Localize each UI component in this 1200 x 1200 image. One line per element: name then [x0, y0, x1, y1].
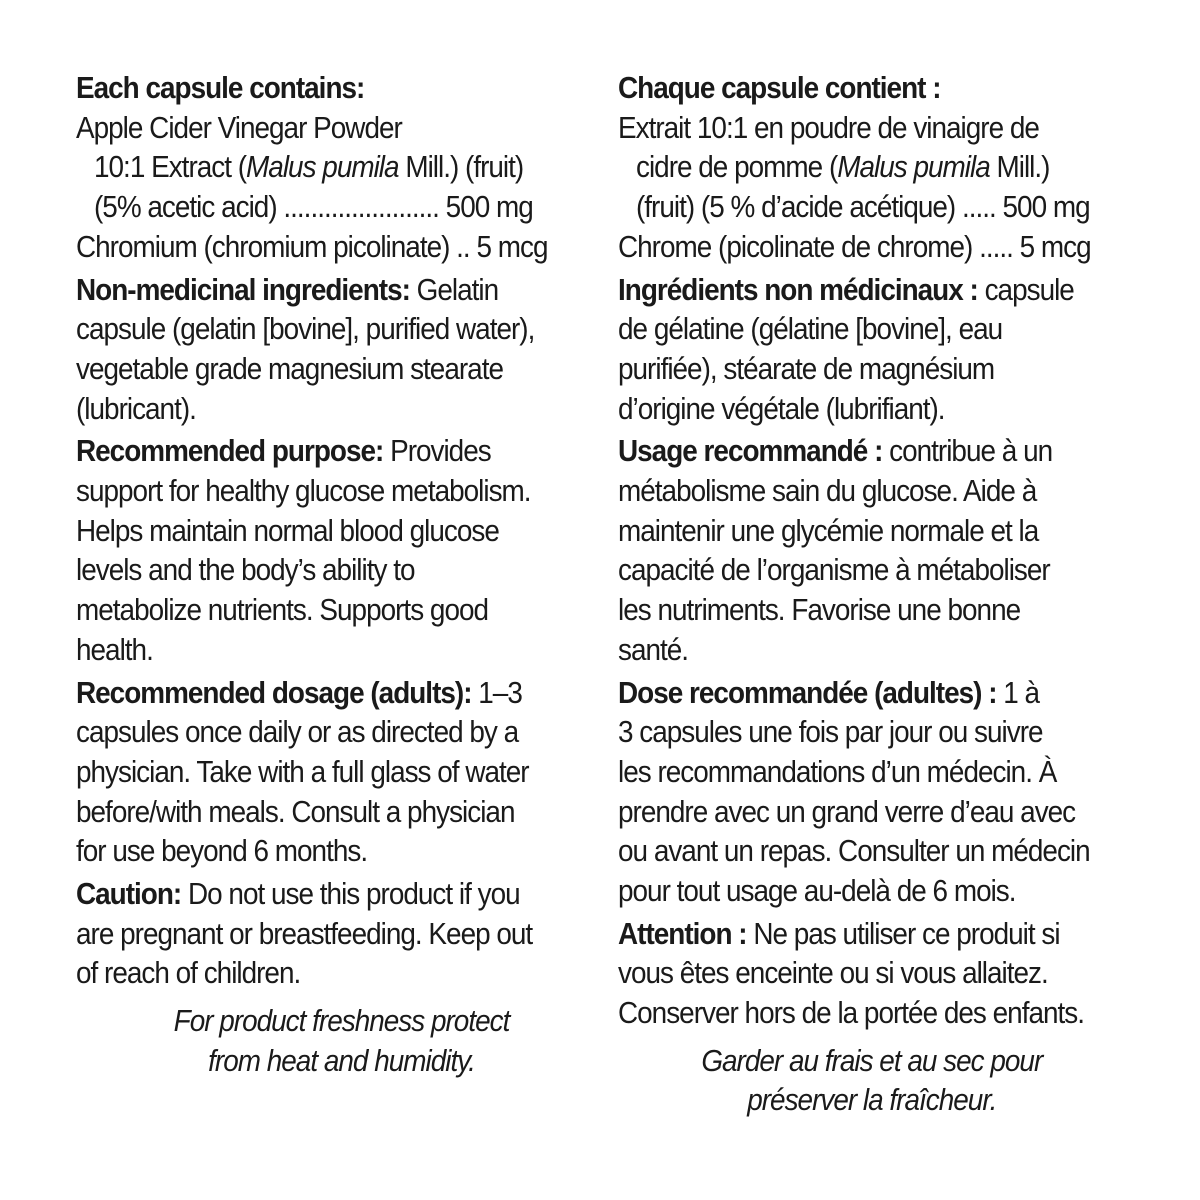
en-purpose-line: health. — [76, 631, 153, 667]
fr-dosage-line: prendre avec un grand verre d’eau avec — [618, 793, 1076, 829]
fr-caution-line: Conserver hors de la portée des enfants. — [618, 995, 1085, 1031]
fr-contains-line: (fruit) (5 % d’acide acétique) ..... 500 mg — [636, 189, 1090, 225]
en-storage-note-line: For product freshness protect — [173, 1003, 510, 1039]
fr-storage-note — [620, 1041, 1124, 1120]
en-nonmedicinal-line — [76, 270, 584, 310]
fr-storage-note-line: Garder au frais et au sec pour — [701, 1042, 1043, 1078]
en-purpose-line: support for healthy glucose metabolism. — [76, 473, 531, 509]
en-dosage-line: before/with meals. Consult a physician — [76, 793, 515, 829]
fr-contains-line: Chrome (picolinate de chrome) ..... 5 mcg — [618, 228, 1091, 264]
en-dosage-line — [76, 673, 584, 713]
en-dosage-line: physician. Take with a full glass of water — [76, 753, 529, 789]
en-caution-line: of reach of children. — [76, 955, 301, 991]
fr-purpose-label: Usage recommandé : — [618, 433, 883, 469]
fr-purpose-line: métabolisme sain du glucose. Aide à — [618, 473, 1037, 509]
en-purpose-line: Helps maintain normal blood glucose — [76, 512, 499, 548]
en-contains-heading: Each capsule contains: — [76, 70, 365, 105]
fr-contains-line: Extrait 10:1 en poudre de vinaigre de — [618, 109, 1039, 145]
fr-dosage-line: ou avant un repas. Consulter un médecin — [618, 833, 1090, 869]
fr-dosage-section — [618, 673, 1133, 911]
en-dosage-section — [76, 673, 584, 872]
fr-nonmedicinal-line — [618, 270, 1133, 310]
en-dosage-label: Recommended dosage (adults): — [76, 674, 472, 710]
fr-purpose-section — [618, 431, 1133, 669]
en-nonmedicinal-section — [76, 270, 584, 429]
fr-purpose-line — [618, 431, 1133, 471]
en-nonmedicinal-label: Non-medicinal ingredients: — [76, 271, 410, 307]
fr-dosage-line: pour tout usage au-delà de 6 mois. — [618, 873, 1016, 909]
fr-nonmedicinal-text: capsule — [977, 271, 1074, 307]
fr-purpose-line: capacité de l’organisme à métaboliser — [618, 552, 1050, 588]
en-purpose-section — [76, 431, 584, 669]
en-nonmedicinal-line: (lubricant). — [76, 390, 196, 426]
fr-extract-text-end: Mill.) — [989, 149, 1050, 185]
fr-dosage-line: les recommandations d’un médecin. À — [618, 753, 1057, 789]
en-purpose-label: Recommended purpose: — [76, 433, 384, 469]
fr-caution-line: vous êtes enceinte ou si vous allaitez. — [618, 955, 1048, 991]
french-column — [618, 68, 1133, 1120]
fr-caution-text: Ne pas utiliser ce produit si — [746, 915, 1060, 951]
en-contains-line: Chromium (chromium picolinate) .. 5 mcg — [76, 228, 548, 264]
fr-caution-label: Attention : — [618, 915, 747, 951]
fr-dosage-line — [618, 673, 1133, 713]
fr-contains-section — [618, 68, 1133, 267]
fr-nonmedicinal-label: Ingrédients non médicinaux : — [618, 271, 978, 307]
en-contains-line — [76, 147, 584, 187]
en-caution-section — [76, 874, 584, 993]
fr-storage-note-line: préserver la fraîcheur. — [747, 1082, 997, 1118]
en-dosage-line: capsules once daily or as directed by a — [76, 714, 519, 750]
fr-dosage-line: 3 capsules une fois par jour ou suivre — [618, 714, 1043, 750]
en-storage-note-line: from heat and humidity. — [208, 1042, 475, 1078]
en-contains-line: Apple Cider Vinegar Powder — [76, 109, 402, 145]
fr-contains-line — [618, 147, 1133, 187]
fr-caution-line — [618, 914, 1133, 954]
en-caution-label: Caution: — [76, 876, 182, 912]
en-extract-text-end: Mill.) (fruit) — [398, 149, 524, 185]
en-purpose-line: levels and the body’s ability to — [76, 552, 415, 588]
en-contains-section — [76, 68, 584, 267]
fr-nonmedicinal-line: d’origine végétale (lubrifiant). — [618, 390, 945, 426]
en-purpose-text: Provides — [383, 433, 491, 469]
fr-nonmedicinal-section — [618, 270, 1133, 429]
fr-dosage-label: Dose recommandée (adultes) : — [618, 674, 997, 710]
fr-extract-text: cidre de pomme ( — [636, 149, 838, 185]
en-nonmedicinal-text: Gelatin — [409, 271, 499, 307]
fr-purpose-line: maintenir une glycémie normale et la — [618, 512, 1039, 548]
fr-nonmedicinal-line: de gélatine (gélatine [bovine], eau — [618, 311, 1003, 347]
fr-latin-name: Malus pumila — [837, 149, 990, 185]
en-purpose-line: metabolize nutrients. Supports good — [76, 592, 489, 628]
fr-contains-heading: Chaque capsule contient : — [618, 70, 941, 105]
en-contains-line: (5% acetic acid) ....................... 500 mg — [94, 189, 533, 225]
en-caution-text: Do not use this product if you — [181, 876, 520, 912]
en-latin-name: Malus pumila — [246, 149, 399, 185]
fr-purpose-text: contribue à un — [882, 433, 1053, 469]
fr-purpose-line: les nutriments. Favorise une bonne — [618, 592, 1021, 628]
en-purpose-line — [76, 431, 584, 471]
fr-caution-section — [618, 914, 1133, 1033]
en-storage-note — [121, 1001, 562, 1080]
en-dosage-text: 1–3 — [471, 674, 522, 710]
en-extract-text: 10:1 Extract ( — [94, 149, 247, 185]
fr-nonmedicinal-line: purifiée), stéarate de magnésium — [618, 350, 995, 386]
en-dosage-line: for use beyond 6 months. — [76, 833, 368, 869]
en-caution-line — [76, 874, 584, 914]
fr-dosage-text: 1 à — [996, 674, 1040, 710]
english-column — [76, 68, 584, 1080]
fr-purpose-line: santé. — [618, 631, 689, 667]
en-caution-line: are pregnant or breastfeeding. Keep out — [76, 915, 533, 951]
en-nonmedicinal-line: capsule (gelatin [bovine], purified water), — [76, 311, 535, 347]
en-nonmedicinal-line: vegetable grade magnesium stearate — [76, 350, 503, 386]
